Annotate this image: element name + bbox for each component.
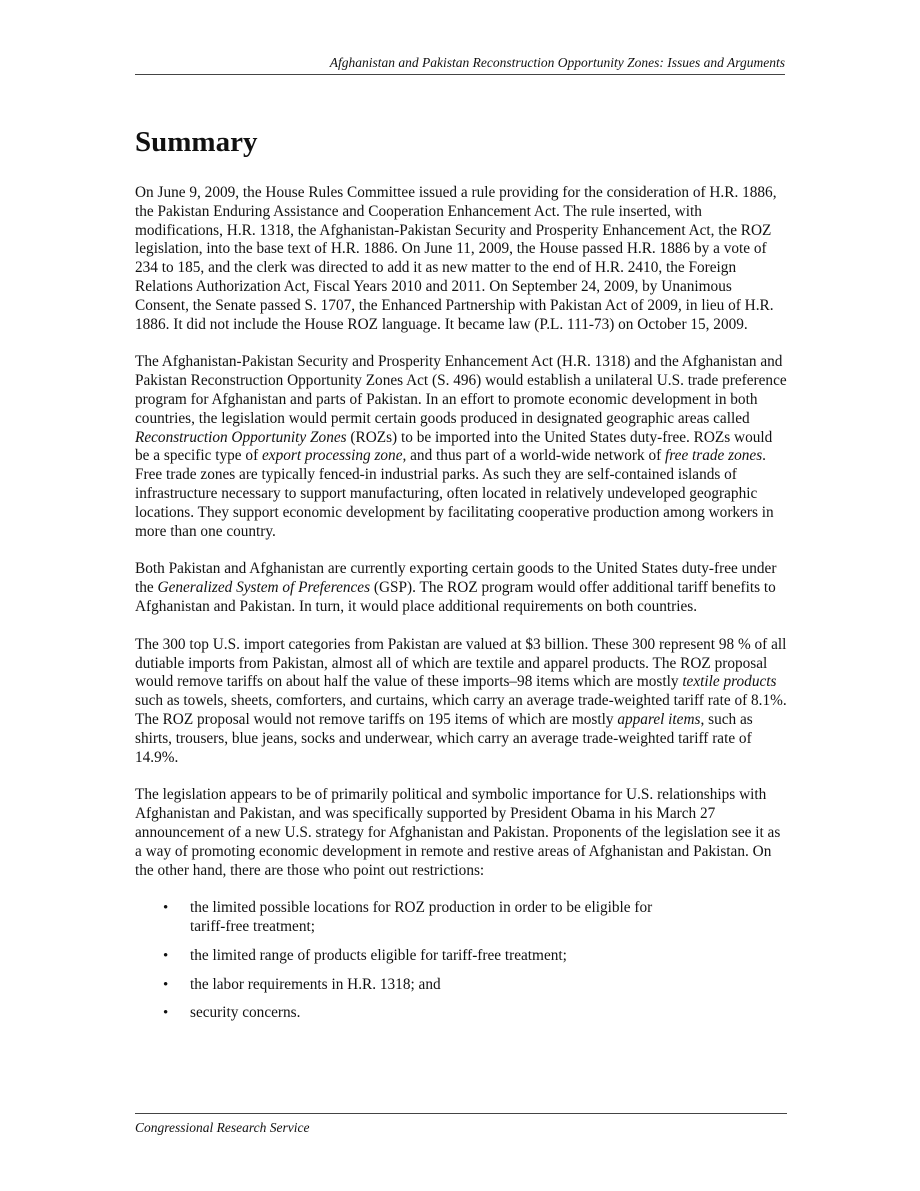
paragraph-roz-description: The Afghanistan-Pakistan Security and Prosperity Enhancement Act (H.R. 1318) and the Afghanistan and Pakistan Reconstruction Opportunity Zones Act (S. 496) would establish a unilateral U.S. trade preference program for Afghanistan and parts of Pakistan. In an effort to promote economic development in both countries, the legislation would permit certain goods produced in designated geographic areas called Reconstruction Opportunity Zones (ROZs) to be imported into the United States duty-free. ROZs would be a specific type of export processing zone, and thus part of a world-wide network of free trade zones. Free trade zones are typically fenced-in industrial parks. As such they are self-contained islands of infrastructure necessary to support manufacturing, often located in relatively undeveloped geographic locations. They support economic development by facilitating cooperative production among workers in more than one country. — [135, 353, 787, 540]
term-export-processing-zone: export processing zone, — [262, 447, 407, 465]
list-item: • the limited range of products eligible for tariff-free treatment; — [135, 947, 787, 966]
paragraph-import-categories: The 300 top U.S. import categories from Pakistan are valued at $3 billion. These 300 represent 98 % of all dutiable imports from Pakistan, almost all of which are textile and apparel products. The ROZ proposal would remove tariffs on about half the value of these imports–98 items which are mostly textile products such as towels, sheets, comforters, and curtains, which carry an average trade-weighted tariff rate of 8.1%. The ROZ proposal would not remove tariffs on 195 items of which are mostly apparel items, such as shirts, trousers, blue jeans, socks and underwear, which carry an average trade-weighted tariff rate of 14.9%. — [135, 635, 787, 766]
footer-label: Congressional Research Service — [135, 1120, 310, 1135]
paragraph-legislative-history: On June 9, 2009, the House Rules Committee issued a rule providing for the consideration of H.R. 1886, the Pakistan Enduring Assistance and Cooperation Enhancement Act. The rule inserted, with modifications, H.R. 1318, the Afghanistan-Pakistan Security and Prosperity Enhancement Act, the ROZ legislation, into the base text of H.R. 1886. On June 11, 2009, the House passed H.R. 1886 by a vote of 234 to 185, and the clerk was directed to add it as new matter to the end of H.R. 2410, the Foreign Relations Authorization Act, Fiscal Years 2010 and 2011. On September 24, 2009, by Unanimous Consent, the Senate passed S. 1707, the Enhanced Partnership with Pakistan Act of 2009, in lieu of H.R. 1886. It did not include the House ROZ language. It became law (P.L. 111-73) on October 15, 2009. — [135, 184, 777, 333]
list-item: • the limited possible locations for ROZ production in order to be eligible for tariff-free treatment; — [135, 899, 690, 937]
summary-section — [135, 124, 787, 1033]
term-free-trade-zones: free trade zones — [665, 447, 763, 465]
running-header: Afghanistan and Pakistan Reconstruction Opportunity Zones: Issues and Arguments — [135, 55, 785, 75]
section-title: Summary — [135, 126, 258, 158]
term-textile-products: textile products — [682, 673, 777, 691]
footer-divider — [135, 1113, 787, 1114]
paragraph-gsp: Both Pakistan and Afghanistan are currently exporting certain goods to the United States duty-free under the Generalized System of Preferences (GSP). The ROZ program would offer additional tariff benefits to Afghanistan and Pakistan. In turn, it would place additional requirements on both countries. — [135, 560, 777, 615]
paragraph-political-importance: The legislation appears to be of primarily political and symbolic importance for U.S. relationships with Afghanistan and Pakistan, and was specifically supported by President Obama in his March 27 announcement of a new U.S. strategy for Afghanistan and Pakistan. Proponents of the legislation see it as a way of promoting economic development in remote and restive areas of Afghanistan and Pakistan. On the other hand, there are those who point out restrictions: — [135, 786, 781, 879]
list-item: • the labor requirements in H.R. 1318; and — [135, 976, 787, 995]
term-gsp: Generalized System of Preferences — [157, 579, 371, 597]
term-roz: Reconstruction Opportunity Zones — [135, 428, 347, 446]
restrictions-list — [135, 899, 787, 1023]
term-apparel-items: apparel items — [617, 710, 701, 728]
list-item: • security concerns. — [135, 1004, 787, 1023]
